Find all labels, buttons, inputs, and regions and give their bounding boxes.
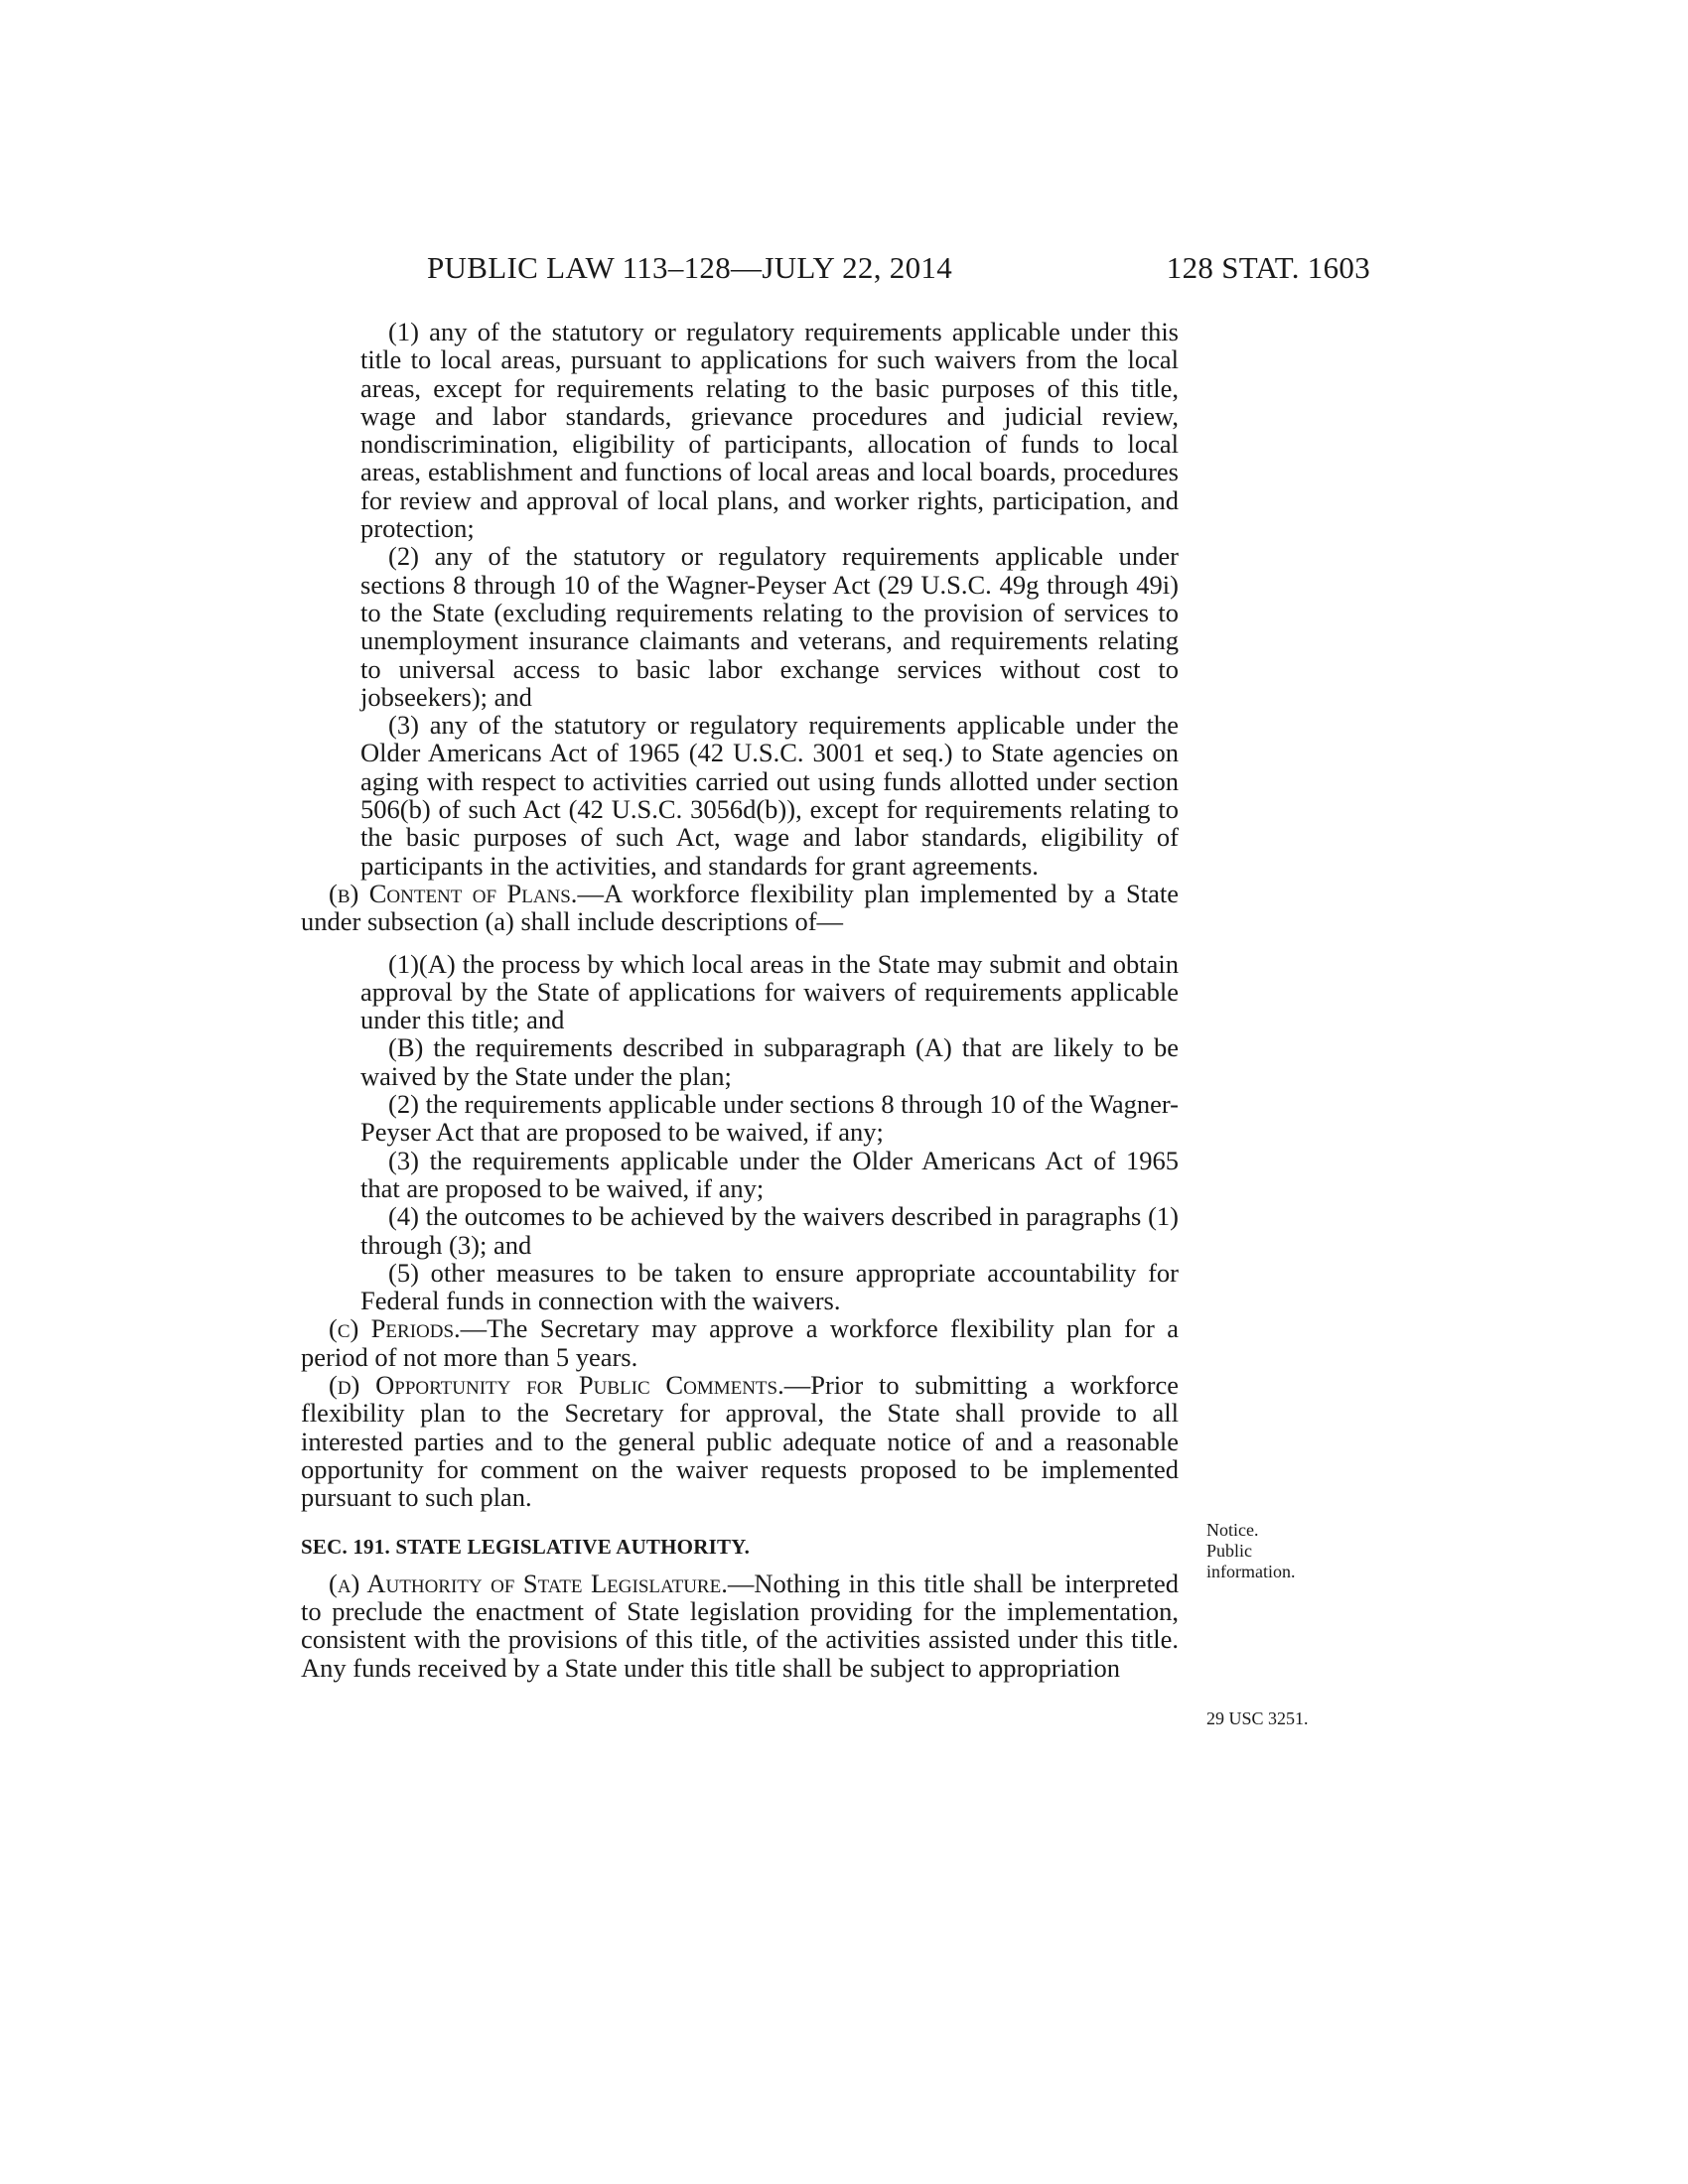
running-head-title: PUBLIC LAW 113–128—JULY 22, 2014 bbox=[427, 250, 953, 285]
paragraph-b3: (3) the requirements applicable under the Older Americans Act of 1965 that are proposed to be waived, if any; bbox=[360, 1145, 1179, 1203]
paragraph-3: (3) any of the statutory or regulatory requirements applicable under the Older Americans Act of 1965 (42 U.S.C. 3001 et seq.) to State agencies on aging with respect to activities carried out using funds allotted under section 506(b) of such Act (42 U.S.C. 3056d(b)), except for requirements relating to the basic purposes of such Act, wage and labor standards, eligibility of participants in the activities, and standards for grant agreements. bbox=[360, 710, 1179, 881]
page-header bbox=[298, 250, 1370, 290]
section-191-subsection-a bbox=[301, 1570, 1179, 1682]
subsection-c bbox=[301, 1314, 1179, 1371]
paragraph-2: (2) any of the statutory or regulatory requirements applicable under sections 8 through 10 of the Wagner-Peyser Act (29 U.S.C. 49g through 49i) to the State (excluding requirements relating to the provision of services to unemployment insurance claimants and veterans, and requirements relating to universal access to basic labor exchange services without cost to jobseekers); and bbox=[360, 541, 1179, 712]
paragraph-1: (1) any of the statutory or regulatory requirements applicable under this title to local areas, pursuant to applications for such waivers from the local areas, except for requirements relating to the basic purposes of this title, wage and labor standards, grievance procedures and judicial review, nondiscrimination, eligibility of participants, allocation of funds to local areas, establishment and functions of local areas and local boards, procedures for review and approval of local plans, and worker rights, participation, and protection; bbox=[360, 317, 1179, 544]
paragraph-b1A: (1)(A) the process by which local areas in the State may submit and obtain approval by the State of applications for waivers of requirements applicable under this title; and bbox=[360, 948, 1179, 1035]
subsection-b bbox=[301, 880, 1179, 936]
paragraph-bB: (B) the requirements described in subparagraph (A) that are likely to be waived by the State under the plan; bbox=[360, 1032, 1179, 1091]
section-191-subsection-a-heading: (a) Authority of State Legislature. bbox=[329, 1568, 728, 1598]
paragraph-b5: (5) other measures to be taken to ensure appropriate accountability for Federal funds in connection with the waivers. bbox=[360, 1257, 1179, 1316]
subsection-c-heading: (c) Periods. bbox=[329, 1313, 461, 1344]
statute-page-number: 128 STAT. 1603 bbox=[1166, 250, 1370, 285]
section-191-heading: SEC. 191. STATE LEGISLATIVE AUTHORITY. bbox=[301, 1535, 751, 1560]
paragraph-b2: (2) the requirements applicable under sections 8 through 10 of the Wagner-Peyser Act that are proposed to be waived, if any; bbox=[360, 1089, 1179, 1148]
subsection-c-text: —The Secretary may approve a workforce flexibility plan for a period of not more than 5 years. bbox=[301, 1313, 1179, 1372]
margin-note-usc-citation: 29 USC 3251. bbox=[1206, 1708, 1309, 1728]
paragraph-b4: (4) the outcomes to be achieved by the waivers described in paragraphs (1) through (3); and bbox=[360, 1201, 1179, 1260]
subsection-b-text: —A workforce flexibility plan implemented by a State under subsection (a) shall include descriptions of— bbox=[301, 878, 1179, 937]
section-191-subsection-a-text: —Nothing in this title shall be interpreted to preclude the enactment of State legislation providing for the implementation, consistent with the provisions of this title, of the activities assisted under this title. Any funds received by a State under this title shall be subject to appropriation bbox=[301, 1568, 1179, 1683]
margin-note-notice: Notice. Public information. bbox=[1206, 1520, 1296, 1581]
subsection-d-heading: (d) Opportunity for Public Comments. bbox=[329, 1369, 784, 1400]
subsection-b-heading: (b) Content of Plans. bbox=[329, 878, 578, 908]
main-text-column bbox=[301, 318, 1179, 1682]
subsection-d-text: —Prior to submitting a workforce flexibility plan to the Secretary for approval, the State shall provide to all interested parties and to the general public adequate notice of and a reasonable opportunity for comment on the waiver requests proposed to be implemented pursuant to such plan. bbox=[301, 1369, 1179, 1513]
subsection-d bbox=[301, 1371, 1179, 1511]
